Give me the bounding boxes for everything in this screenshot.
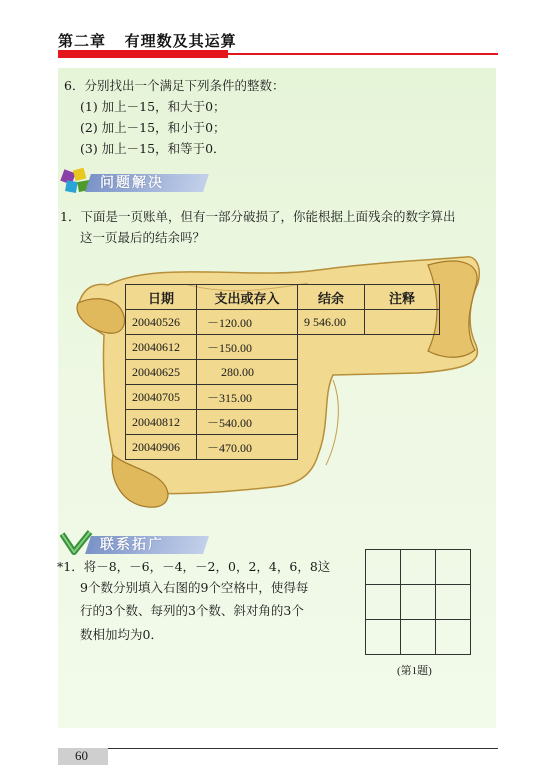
q6-stem: 6．分别找出一个满足下列条件的整数： <box>64 78 285 93</box>
grid-cell[interactable] <box>401 620 436 655</box>
table-row <box>126 335 440 360</box>
grid-row <box>366 585 471 620</box>
ledger-date: 20040526 <box>126 310 197 335</box>
ledger-date: 20040612 <box>126 335 197 360</box>
ledger-date: 20040812 <box>126 410 197 435</box>
grid-row <box>366 550 471 585</box>
section-label-problem-solving: 问题解决 <box>100 175 164 191</box>
table-row <box>126 435 440 460</box>
ledger-note <box>365 310 440 335</box>
grid-cell[interactable] <box>436 620 471 655</box>
ledger-amount: －470.00 <box>197 435 298 460</box>
ledger-col-amount: 支出或存入 <box>197 285 298 310</box>
ledger-col-date: 日期 <box>126 285 197 310</box>
ledger-note <box>365 335 440 360</box>
grid-cell[interactable] <box>401 550 436 585</box>
ledger-note <box>365 410 440 435</box>
ledger-balance <box>298 435 365 460</box>
e1-line2: 9个数分别填入右图的9个空格中，使得每 <box>80 580 309 595</box>
grid-cell[interactable] <box>436 550 471 585</box>
e1-line1: *1．将－8，－6，－4，－2，0，2，4，6，8这 <box>57 559 331 574</box>
figure-caption: (第1题) <box>397 665 432 677</box>
ledger-balance <box>298 335 365 360</box>
table-row <box>126 310 440 335</box>
e1-line3: 行的3个数、每列的3个数、斜对角的3个 <box>80 603 304 618</box>
ledger-note <box>365 385 440 410</box>
grid-cell[interactable] <box>436 585 471 620</box>
header-red-line <box>228 53 498 55</box>
ledger-col-balance: 结余 <box>298 285 365 310</box>
section-badge-problem-solving <box>60 170 220 192</box>
ledger-amount: －150.00 <box>197 335 298 360</box>
magic-square-grid <box>365 549 471 655</box>
grid-row <box>366 620 471 655</box>
header-red-bar <box>58 50 228 58</box>
ledger-balance <box>298 360 365 385</box>
grid-cell[interactable] <box>401 585 436 620</box>
ledger-balance: 9 546.00 <box>298 310 365 335</box>
footer-line <box>58 748 498 749</box>
table-row <box>126 385 440 410</box>
p1-line2: 这一页最后的结余吗？ <box>80 230 206 245</box>
ledger-note <box>365 435 440 460</box>
grid-cell[interactable] <box>366 620 401 655</box>
ledger-amount: －120.00 <box>197 310 298 335</box>
section-label-extension: 联系拓广 <box>100 537 164 553</box>
ledger-table <box>125 284 440 460</box>
q6-item-3: (3) 加上－15，和等于0． <box>80 141 226 156</box>
ledger-amount: －540.00 <box>197 410 298 435</box>
ledger-date: 20040625 <box>126 360 197 385</box>
section-badge-extension <box>60 532 220 554</box>
ledger-date: 20040705 <box>126 385 197 410</box>
table-row <box>126 360 440 385</box>
grid-cell[interactable] <box>366 585 401 620</box>
q6-item-1: (1) 加上－15，和大于0； <box>80 99 226 114</box>
q6-item-2: (2) 加上－15，和小于0； <box>80 120 226 135</box>
table-row <box>126 410 440 435</box>
p1-line1: 1．下面是一页账单，但有一部分破损了，你能根据上面残余的数字算出 <box>60 209 456 224</box>
ledger-col-note: 注释 <box>365 285 440 310</box>
e1-line4: 数相加均为0． <box>80 627 163 642</box>
grid-cell[interactable] <box>366 550 401 585</box>
ledger-date: 20040906 <box>126 435 197 460</box>
ledger-balance <box>298 385 365 410</box>
page-number: 60 <box>75 748 88 763</box>
ledger-amount: －315.00 <box>197 385 298 410</box>
chapter-header-title: 第二章 有理数及其运算 <box>58 32 237 50</box>
ledger-balance <box>298 410 365 435</box>
ledger-header-row <box>126 285 440 310</box>
ledger-note <box>365 360 440 385</box>
ledger-amount: 280.00 <box>197 360 298 385</box>
